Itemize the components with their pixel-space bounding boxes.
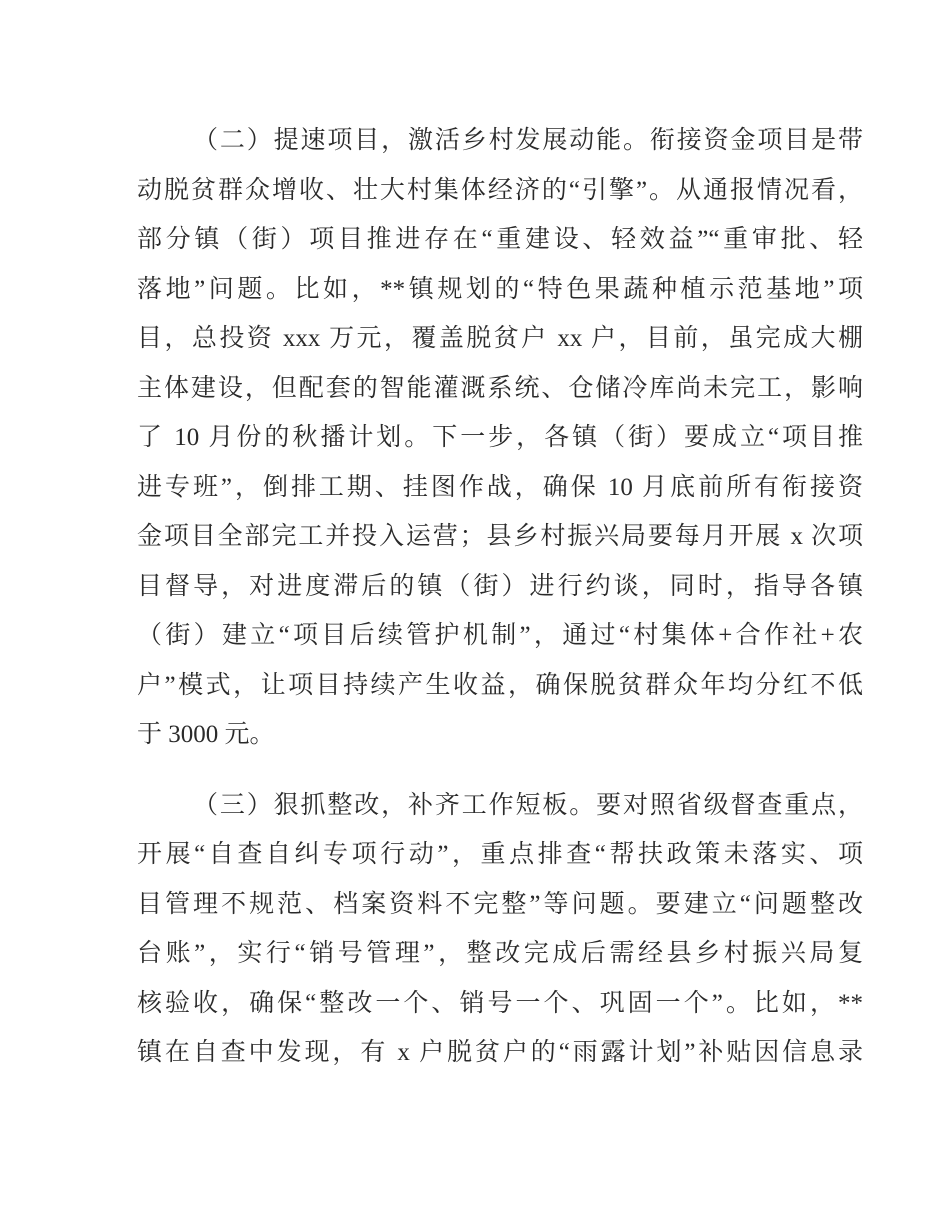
text-line: 动脱贫群众增收、壮大村集体经济的“引擎”。从通报情况看， bbox=[137, 176, 863, 204]
text-line: 主体建设，但配套的智能灌溉系统、仓储冷库尚未完工，影响 bbox=[137, 374, 863, 402]
text-line: 台账”，实行“销号管理”，整改完成后需经县乡村振兴局复 bbox=[137, 940, 863, 967]
text-line: 进专班”，倒排工期、挂图作战，确保 10 月底前所有衔接资 bbox=[137, 473, 863, 501]
paragraph bbox=[137, 781, 863, 1078]
text-line: 部分镇（街）项目推进存在“重建设、轻效益”“重审批、轻 bbox=[137, 226, 863, 253]
text-line: 开展“自查自纠专项行动”，重点排查“帮扶政策未落实、项 bbox=[137, 841, 863, 868]
text-line: 目督导，对进度滞后的镇（街）进行约谈，同时，指导各镇 bbox=[137, 572, 863, 600]
text-line: 核验收，确保“整改一个、销号一个、巩固一个”。比如，** bbox=[137, 989, 863, 1017]
text-line: 户”模式，让项目持续产生收益，确保脱贫群众年均分红不低 bbox=[137, 671, 863, 699]
text-line: （街）建立“项目后续管护机制”，通过“村集体+合作社+农 bbox=[137, 622, 863, 649]
text-line: 了 10 月份的秋播计划。下一步，各镇（街）要成立“项目推 bbox=[137, 424, 863, 451]
text-line: 目，总投资 xxx 万元，覆盖脱贫户 xx 户，目前，虽完成大棚 bbox=[137, 325, 863, 352]
text-line: 落地”问题。比如，**镇规划的“特色果蔬种植示范基地”项 bbox=[137, 275, 863, 303]
document-body bbox=[137, 116, 863, 1078]
text-line: 目管理不规范、档案资料不完整”等问题。要建立“问题整改 bbox=[137, 890, 863, 918]
text-line: （三）狠抓整改，补齐工作短板。要对照省级督查重点， bbox=[193, 791, 863, 819]
text-line: （二）提速项目，激活乡村发展动能。衔接资金项目是带 bbox=[193, 127, 863, 154]
text-line: 金项目全部完工并投入运营；县乡村振兴局要每月开展 x 次项 bbox=[137, 523, 863, 550]
text-line: 于 3000 元。 bbox=[137, 721, 275, 748]
paragraph bbox=[137, 116, 863, 760]
text-line: 镇在自查中发现，有 x 户脱贫户的“雨露计划”补贴因信息录 bbox=[137, 1039, 863, 1066]
